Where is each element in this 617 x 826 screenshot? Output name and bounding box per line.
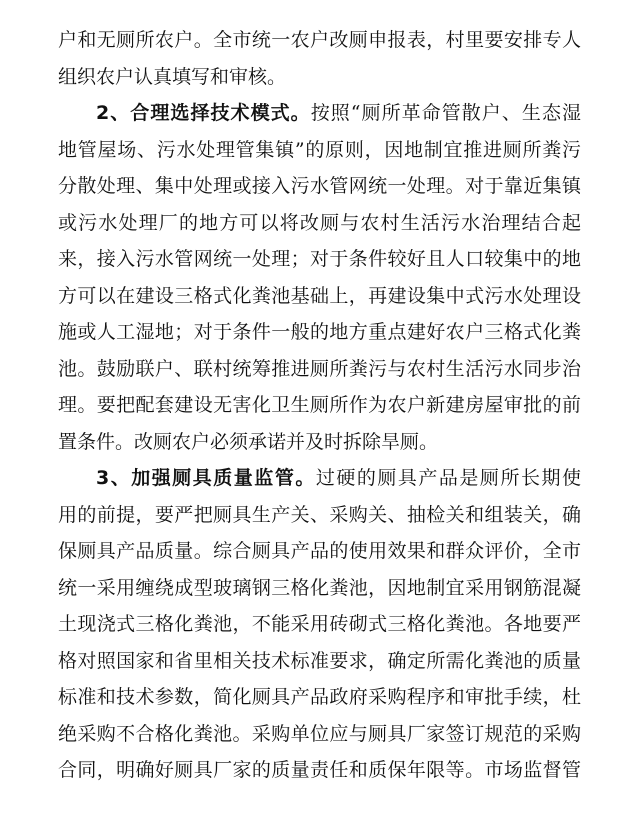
text-line: 方可以在建设三格式化粪池基础上，再建设集中式污水处理设 (58, 284, 581, 307)
paragraph-1 (58, 22, 581, 95)
text-line (58, 95, 581, 132)
text-line: 分散处理、集中处理或接入污水管网统一处理。对于靠近集镇 (58, 175, 581, 197)
section-heading: 3、加强厕具质量监管。 (96, 467, 316, 489)
text-line: 来，接入污水管网统一处理；对于条件较好且人口较集中的地 (58, 248, 581, 270)
text-line (58, 460, 581, 497)
text-line: 理。要把配套建设无害化卫生厕所作为农户新建房屋审批的前 (58, 394, 581, 416)
text-line: 地管屋场、污水处理管集镇”的原则，因地制宜推进厕所粪污 (58, 138, 581, 161)
text-line: 或污水处理厂的地方可以将改厕与农村生活污水治理结合起 (58, 211, 581, 234)
heading-continuation: 过硬的厕具产品是厕所长期使 (315, 467, 581, 489)
text-line: 标准和技术参数，简化厕具产品政府采购程序和审批手续，杜 (58, 686, 581, 708)
section-heading: 2、合理选择技术模式。 (96, 102, 311, 124)
text-line: 绝采购不合格化粪池。采购单位应与厕具厂家签订规范的采购 (58, 722, 581, 745)
text-line: 户和无厕所农户。全市统一农户改厕申报表，村里要安排专人 (58, 29, 581, 51)
text-line: 格对照国家和省里相关技术标准要求，确定所需化粪池的质量 (58, 649, 581, 672)
paragraph-2 (58, 95, 581, 460)
text-line: 统一采用缠绕成型玻璃钢三格化粪池，因地制宜采用钢筋混凝 (58, 576, 581, 599)
text-line: 组织农户认真填写和审核。 (58, 65, 287, 88)
heading-continuation: 按照“厕所革命管散户、生态湿 (310, 102, 581, 124)
text-line: 池。鼓励联户、联村统筹推进厕所粪污与农村生活污水同步治 (58, 357, 581, 380)
text-line: 用的前提，要严把厕具生产关、采购关、抽检关和组装关，确 (58, 503, 581, 526)
text-line: 置条件。改厕农户必须承诺并及时拆除旱厕。 (58, 430, 439, 453)
text-line: 土现浇式三格化粪池，不能采用砖砌式三格化粪池。各地要严 (58, 613, 581, 635)
text-line: 保厕具产品质量。综合厕具产品的使用效果和群众评价，全市 (58, 540, 581, 562)
text-line: 施或人工湿地；对于条件一般的地方重点建好农户三格式化粪 (58, 321, 581, 343)
text-line: 合同，明确好厕具厂家的质量责任和质保年限等。市场监督管 (58, 759, 581, 781)
paragraph-3 (58, 460, 581, 789)
